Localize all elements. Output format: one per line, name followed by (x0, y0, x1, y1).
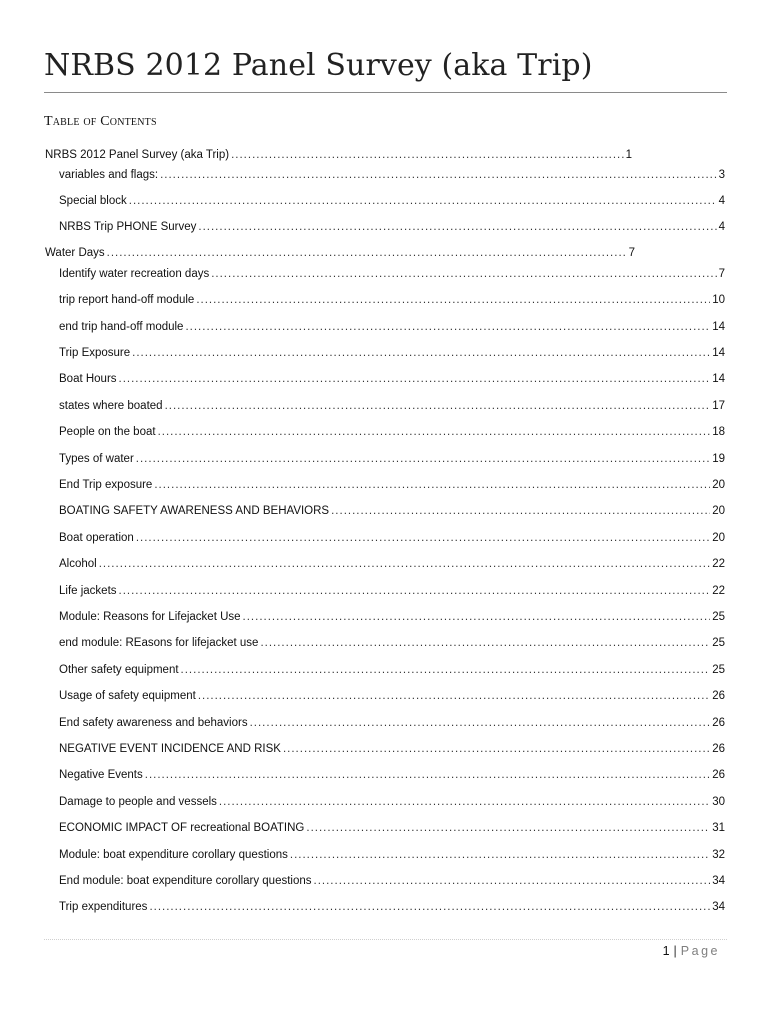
toc-entry-label: Special block (59, 195, 127, 207)
toc-entry-page: 7 (718, 268, 725, 280)
toc-entry[interactable] (59, 478, 725, 492)
dot-leader (107, 246, 627, 260)
toc-entry[interactable] (59, 531, 725, 545)
dot-leader (119, 372, 711, 386)
toc-entry-page: 20 (712, 479, 725, 491)
toc-entry[interactable] (59, 504, 725, 518)
toc-entry-page: 17 (712, 400, 725, 412)
toc-entry-page: 20 (712, 505, 725, 517)
toc-entry[interactable] (45, 148, 632, 162)
toc-entry-page: 32 (712, 849, 725, 861)
toc-entry-page: 4 (718, 221, 725, 233)
dot-leader (306, 821, 710, 835)
toc-entry-label: Life jackets (59, 585, 117, 597)
page-word: Page (680, 944, 720, 958)
toc-entry[interactable] (59, 795, 725, 809)
dot-leader (211, 267, 716, 281)
dot-leader (231, 148, 624, 162)
dot-leader (290, 848, 710, 862)
toc-entry-label: Trip expenditures (59, 901, 148, 913)
toc-entry-page: 25 (712, 637, 725, 649)
toc-entry-label: Identify water recreation days (59, 268, 210, 280)
toc-entry-label: Boat Hours (59, 373, 117, 385)
dot-leader (145, 768, 710, 782)
toc-entry[interactable] (59, 663, 725, 677)
toc-entry-label: variables and flags: (59, 169, 159, 181)
toc-entry-page: 19 (712, 453, 725, 465)
toc-entry-page: 14 (712, 321, 725, 333)
toc-entry-label: Damage to people and vessels (59, 796, 217, 808)
dot-leader (181, 663, 711, 677)
toc-entry-label: NRBS 2012 Panel Survey (aka Trip) (45, 149, 230, 161)
toc-entry-label: Module: Reasons for Lifejacket Use (59, 611, 241, 623)
toc-entry-label: trip report hand-off module (59, 294, 195, 306)
document-title: NRBS 2012 Panel Survey (aka Trip) (44, 48, 593, 83)
page-number: 1 (662, 944, 670, 958)
toc-entry[interactable] (59, 267, 725, 281)
toc-entry[interactable] (59, 821, 725, 835)
dot-leader (119, 584, 711, 598)
dot-leader (136, 531, 710, 545)
dot-leader (198, 689, 710, 703)
dot-leader (198, 220, 716, 234)
toc-entry-label: BOATING SAFETY AWARENESS AND BEHAVIORS (59, 505, 330, 517)
dot-leader (260, 636, 710, 650)
toc-entry-page: 26 (712, 690, 725, 702)
toc-entry-page: 20 (712, 532, 725, 544)
footer-separator: | (673, 944, 677, 958)
footer-divider (44, 939, 727, 940)
toc-heading: Table of Contents (44, 114, 157, 129)
toc-entry-page: 34 (712, 875, 725, 887)
toc-entry[interactable] (59, 557, 725, 571)
toc-entry-page: 30 (712, 796, 725, 808)
toc-entry-label: Types of water (59, 453, 134, 465)
toc-entry-page: 22 (712, 585, 725, 597)
toc-entry-label: Usage of safety equipment (59, 690, 196, 702)
toc-entry-label: End module: boat expenditure corollary questions (59, 875, 312, 887)
toc-entry-page: 14 (712, 373, 725, 385)
toc-entry-label: Module: boat expenditure corollary questions (59, 849, 288, 861)
toc-entry[interactable] (59, 320, 725, 334)
dot-leader (185, 320, 710, 334)
dot-leader (314, 874, 711, 888)
toc-entry-label: end trip hand-off module (59, 321, 184, 333)
dot-leader (136, 452, 710, 466)
toc-entry-page: 22 (712, 558, 725, 570)
toc-entry-page: 7 (628, 247, 635, 259)
toc-entry-page: 34 (712, 901, 725, 913)
toc-entry[interactable] (59, 689, 725, 703)
toc-entry[interactable] (59, 636, 725, 650)
page-footer (663, 944, 720, 958)
toc-entry[interactable] (59, 768, 725, 782)
toc-entry-label: ECONOMIC IMPACT OF recreational BOATING (59, 822, 305, 834)
toc-entry-page: 3 (718, 169, 725, 181)
toc-entry-page: 10 (712, 294, 725, 306)
toc-entry-label: end module: REasons for lifejacket use (59, 637, 259, 649)
toc-entry[interactable] (59, 848, 725, 862)
toc-entry[interactable] (59, 399, 725, 413)
toc-entry-label: End safety awareness and behaviors (59, 717, 248, 729)
toc-entry[interactable] (59, 346, 725, 360)
toc-entry-label: NRBS Trip PHONE Survey (59, 221, 197, 233)
toc-entry-label: Negative Events (59, 769, 143, 781)
dot-leader (149, 900, 710, 914)
toc-entry-page: 14 (712, 347, 725, 359)
toc-entry[interactable] (59, 900, 725, 914)
dot-leader (283, 742, 710, 756)
toc-entry-label: Trip Exposure (59, 347, 131, 359)
dot-leader (160, 168, 717, 182)
toc-entry[interactable] (59, 584, 725, 598)
toc-entry-page: 25 (712, 664, 725, 676)
toc-entry[interactable] (59, 425, 725, 439)
toc-entry[interactable] (59, 452, 725, 466)
title-divider (44, 92, 727, 93)
toc-entry-page: 26 (712, 717, 725, 729)
toc-entry-label: Other safety equipment (59, 664, 179, 676)
toc-entry[interactable] (59, 194, 725, 208)
toc-entry-label: states where boated (59, 400, 163, 412)
toc-entry-label: Alcohol (59, 558, 97, 570)
toc-entry-page: 1 (625, 149, 632, 161)
toc-entry[interactable] (45, 246, 635, 260)
toc-entry-page: 4 (718, 195, 725, 207)
dot-leader (154, 478, 710, 492)
toc-entry-label: Boat operation (59, 532, 134, 544)
toc-entry[interactable] (59, 610, 725, 624)
dot-leader (243, 610, 711, 624)
toc-entry[interactable] (59, 874, 725, 888)
dot-leader (196, 293, 710, 307)
toc-entry-label: NEGATIVE EVENT INCIDENCE AND RISK (59, 743, 281, 755)
dot-leader (129, 194, 717, 208)
toc-entry[interactable] (59, 716, 725, 730)
toc-entry[interactable] (59, 220, 725, 234)
toc-entry-page: 25 (712, 611, 725, 623)
toc-entry[interactable] (59, 742, 725, 756)
toc-entry-label: People on the boat (59, 426, 156, 438)
toc-entry-page: 26 (712, 743, 725, 755)
dot-leader (158, 425, 711, 439)
toc-entry-page: 18 (712, 426, 725, 438)
dot-leader (165, 399, 711, 413)
dot-leader (219, 795, 710, 809)
dot-leader (250, 716, 711, 730)
toc-entry-label: End Trip exposure (59, 479, 153, 491)
dot-leader (331, 504, 710, 518)
toc-entry-page: 31 (712, 822, 725, 834)
toc-entry-label: Water Days (45, 247, 105, 259)
dot-leader (132, 346, 710, 360)
toc-entry[interactable] (59, 372, 725, 386)
dot-leader (99, 557, 710, 571)
toc-entry-page: 26 (712, 769, 725, 781)
toc-entry[interactable] (59, 293, 725, 307)
toc-entry[interactable] (59, 168, 725, 182)
